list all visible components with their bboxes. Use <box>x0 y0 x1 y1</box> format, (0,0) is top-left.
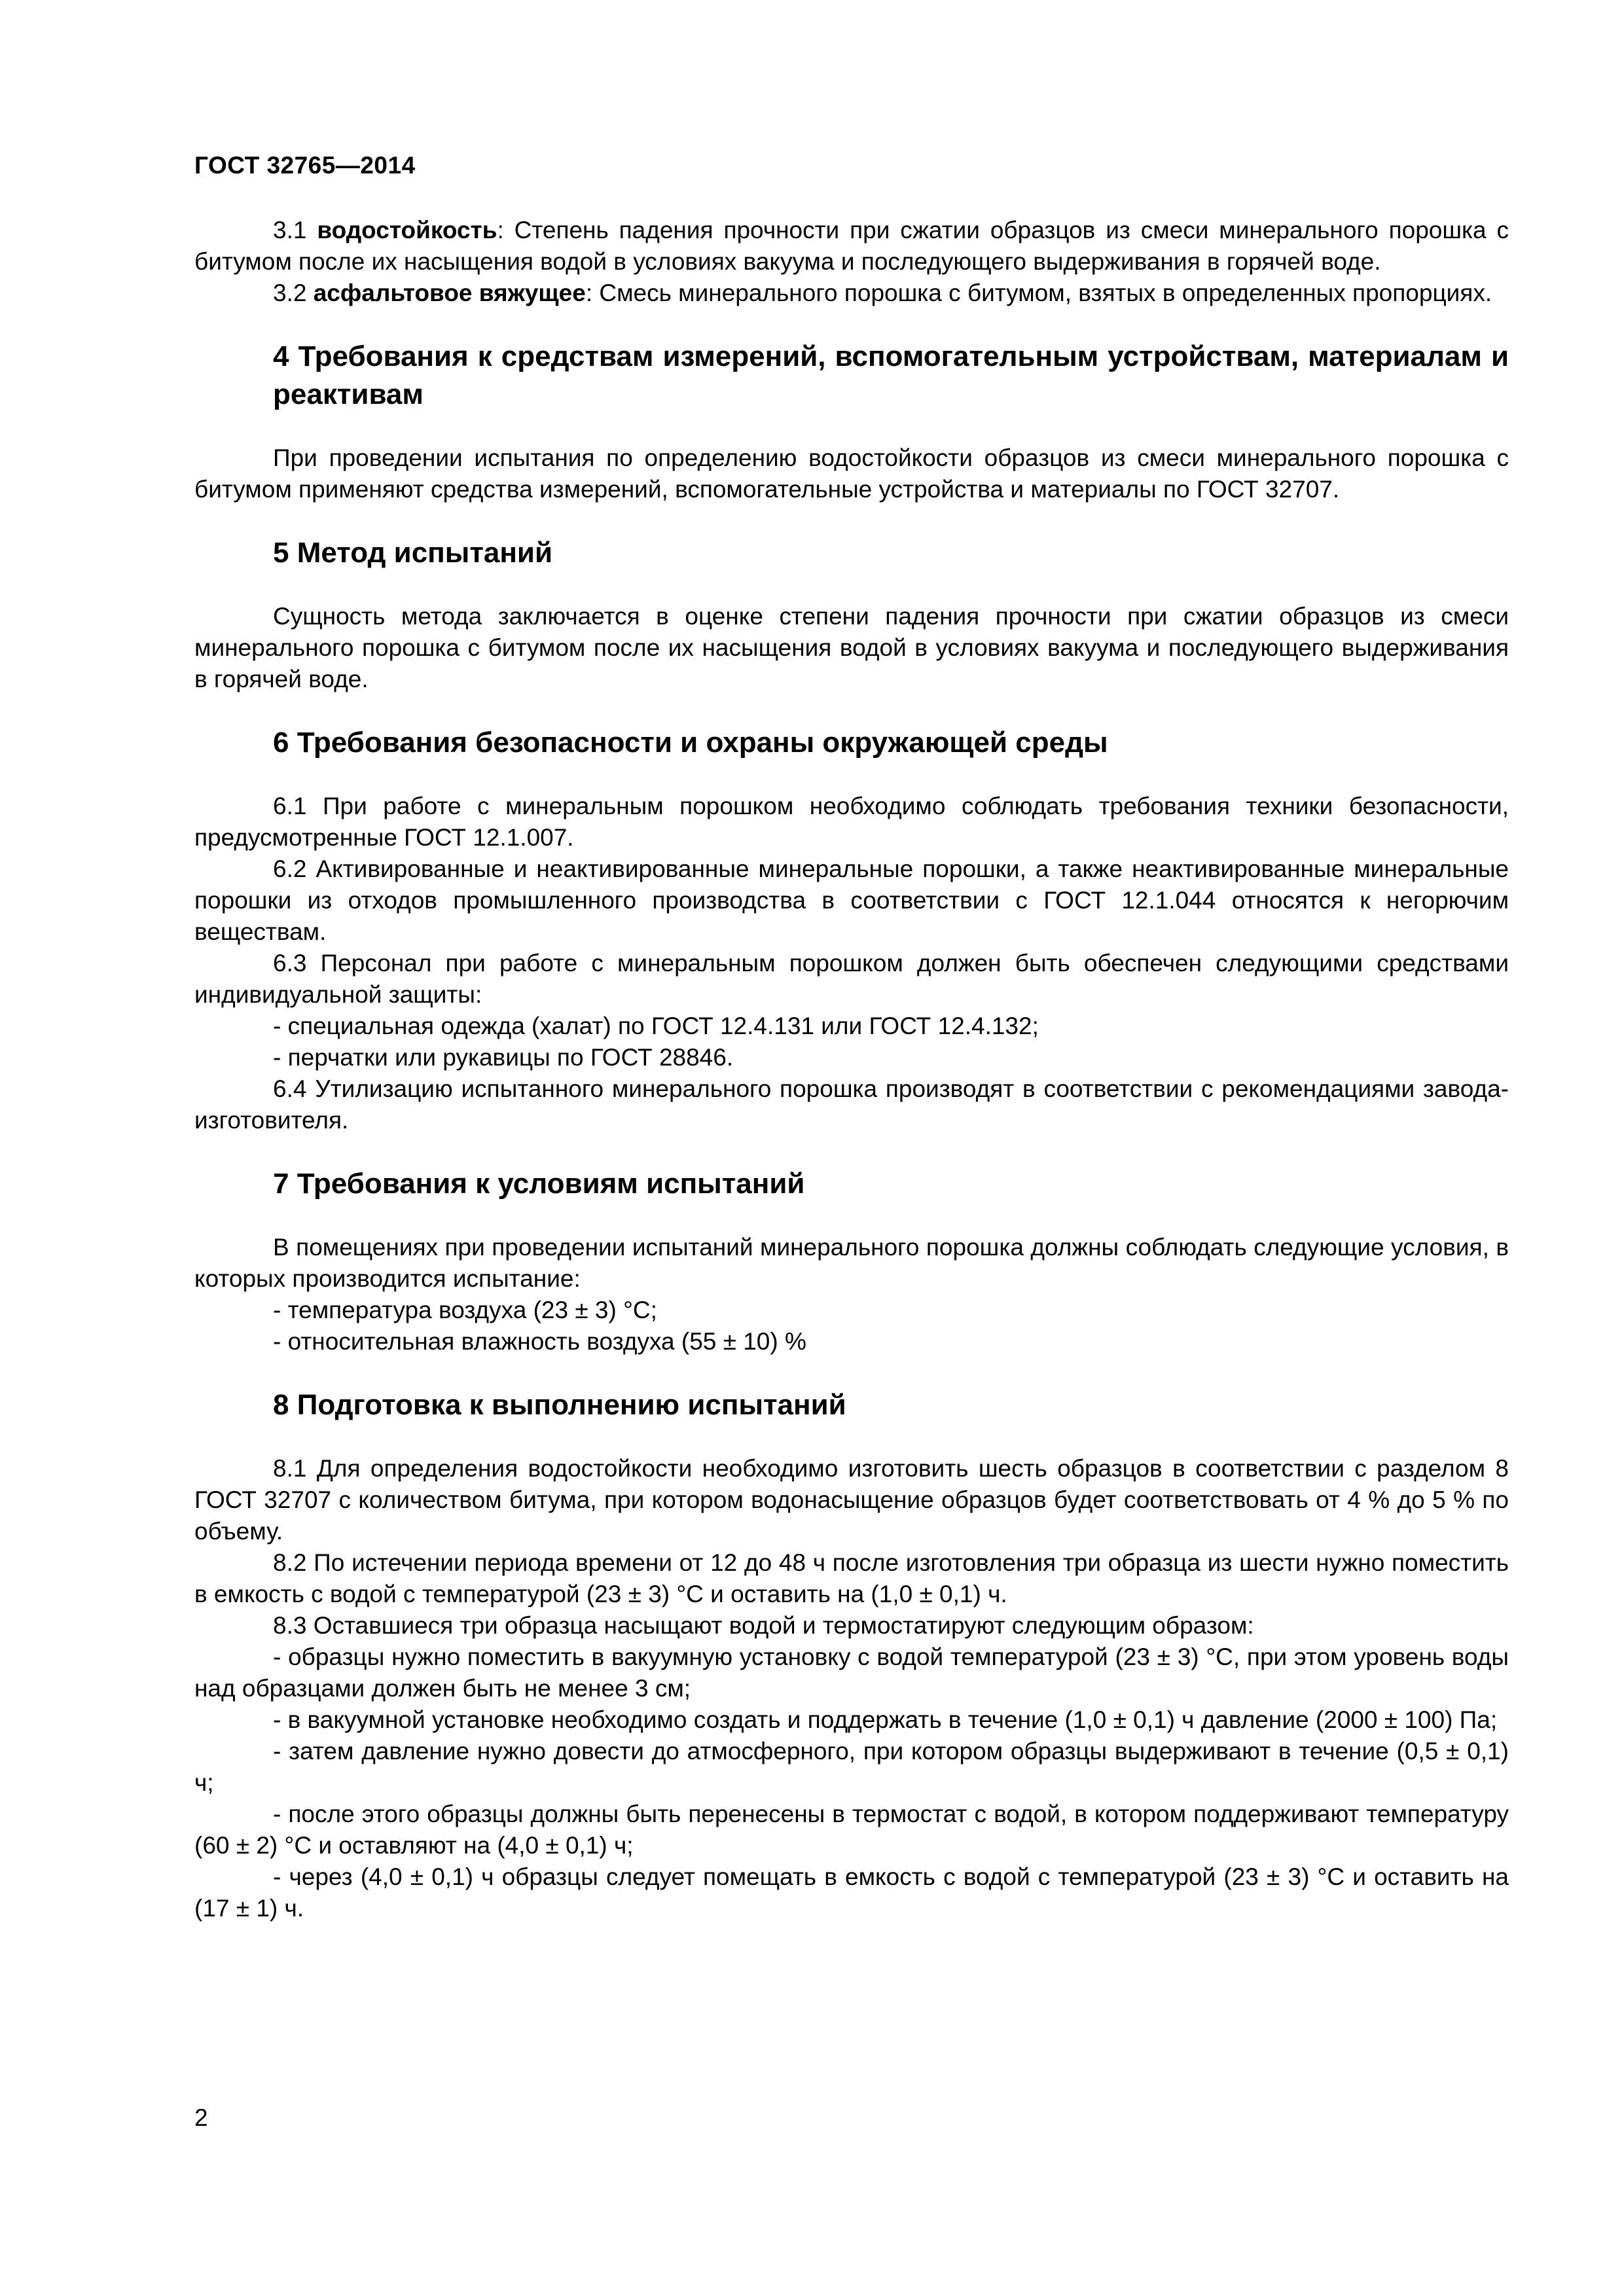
list-item: - образцы нужно поместить в вакуумную установку с водой температурой (23 ± 3) °С, при этом уровень воды над образцами должен быть не менее 3 см; <box>194 1643 1509 1702</box>
section-5-heading: 5 Метод испытаний <box>273 537 553 569</box>
list-item: - через (4,0 ± 0,1) ч образцы следует помещать в емкость с водой с температурой (23 ± 3) °С и оставить на (17 ± 1) ч. <box>194 1863 1509 1922</box>
term-3-2: асфальтовое вяжущее <box>313 279 586 306</box>
list-item: - затем давление нужно довести до атмосферного, при котором образцы выдерживают в течение (0,5 ± 0,1) ч; <box>194 1738 1509 1796</box>
section-7-paragraph: В помещениях при проведении испытаний минерального порошка должны соблюдать следующие условия, в которых производится испытание: <box>194 1234 1509 1292</box>
clause-6-4: 6.4 Утилизацию испытанного минерального порошка производят в соответствии с рекомендациями завода-изготовителя. <box>194 1075 1509 1134</box>
definition-3-2: 3.2 асфальтовое вяжущее: Смесь минерального порошка с битумом, взятых в определенных пропорциях. <box>273 279 1492 306</box>
section-5-paragraph: Сущность метода заключается в оценке степени падения прочности при сжатии образцов из смеси минерального порошка с битумом после их насыщения водой в условиях вакуума и последующего выдерживания в горячей воде. <box>194 603 1509 692</box>
list-item: - температура воздуха (23 ± 3) °С; <box>273 1297 657 1323</box>
clause-6-2: 6.2 Активированные и неактивированные минеральные порошки, а также неактивированные минеральные порошки из отходов промышленного производства в соответствии с ГОСТ 12.1.044 относятся к негорючим веществам. <box>194 855 1509 945</box>
section-4-paragraph: При проведении испытания по определению водостойкости образцов из смеси минерального порошка с битумом применяют средства измерений, вспомогательные устройства и материалы по ГОСТ 32707. <box>194 444 1509 503</box>
page-number: 2 <box>194 2104 208 2131</box>
clause-6-1: 6.1 При работе с минеральным порошком необходимо соблюдать требования техники безопасности, предусмотренные ГОСТ 12.1.007. <box>194 793 1509 851</box>
list-item: - в вакуумной установке необходимо создать и поддержать в течение (1,0 ± 0,1) ч давление (2000 ± 100) Па; <box>273 1706 1498 1733</box>
document-code-header: ГОСТ 32765—2014 <box>194 152 416 179</box>
section-7-heading: 7 Требования к условиям испытаний <box>273 1168 805 1200</box>
list-item: - перчатки или рукавицы по ГОСТ 28846. <box>273 1044 734 1071</box>
term-3-1: водостойкость <box>317 217 497 243</box>
definition-3-1: 3.1 водостойкость: Степень падения прочности при сжатии образцов из смеси минерального порошка с битумом после их насыщения водой в условиях вакуума и последующего выдерживания в горячей воде. <box>194 217 1509 275</box>
list-item: - относительная влажность воздуха (55 ± 10) % <box>273 1328 806 1355</box>
document-body <box>194 215 1509 1924</box>
clause-8-2: 8.2 По истечении периода времени от 12 до 48 ч после изготовления три образца из шести нужно поместить в емкость с водой с температурой (23 ± 3) °С и оставить на (1,0 ± 0,1) ч. <box>194 1549 1509 1607</box>
clause-8-3: 8.3 Оставшиеся три образца насыщают водой и термостатируют следующим образом: <box>273 1612 1254 1639</box>
section-6-heading: 6 Требования безопасности и охраны окружающей среды <box>273 726 1108 759</box>
section-4-heading: 4 Требования к средствам измерений, вспомогательным устройствам, материалам и реактивам <box>273 340 1509 410</box>
section-8-heading: 8 Подготовка к выполнению испытаний <box>273 1389 846 1421</box>
clause-8-1: 8.1 Для определения водостойкости необходимо изготовить шесть образцов в соответствии с разделом 8 ГОСТ 32707 с количеством битума, при котором водонасыщение образцов будет соответствовать от 4 % до 5 % по объему. <box>194 1455 1509 1545</box>
clause-6-3: 6.3 Персонал при работе с минеральным порошком должен быть обеспечен следующими средствами индивидуальной защиты: <box>194 950 1509 1008</box>
list-item: - после этого образцы должны быть перенесены в термостат с водой, в котором поддерживают температуру (60 ± 2) °С и оставляют на (4,0 ± 0,1) ч; <box>194 1801 1509 1859</box>
list-item: - специальная одежда (халат) по ГОСТ 12.4.131 или ГОСТ 12.4.132; <box>273 1013 1039 1039</box>
